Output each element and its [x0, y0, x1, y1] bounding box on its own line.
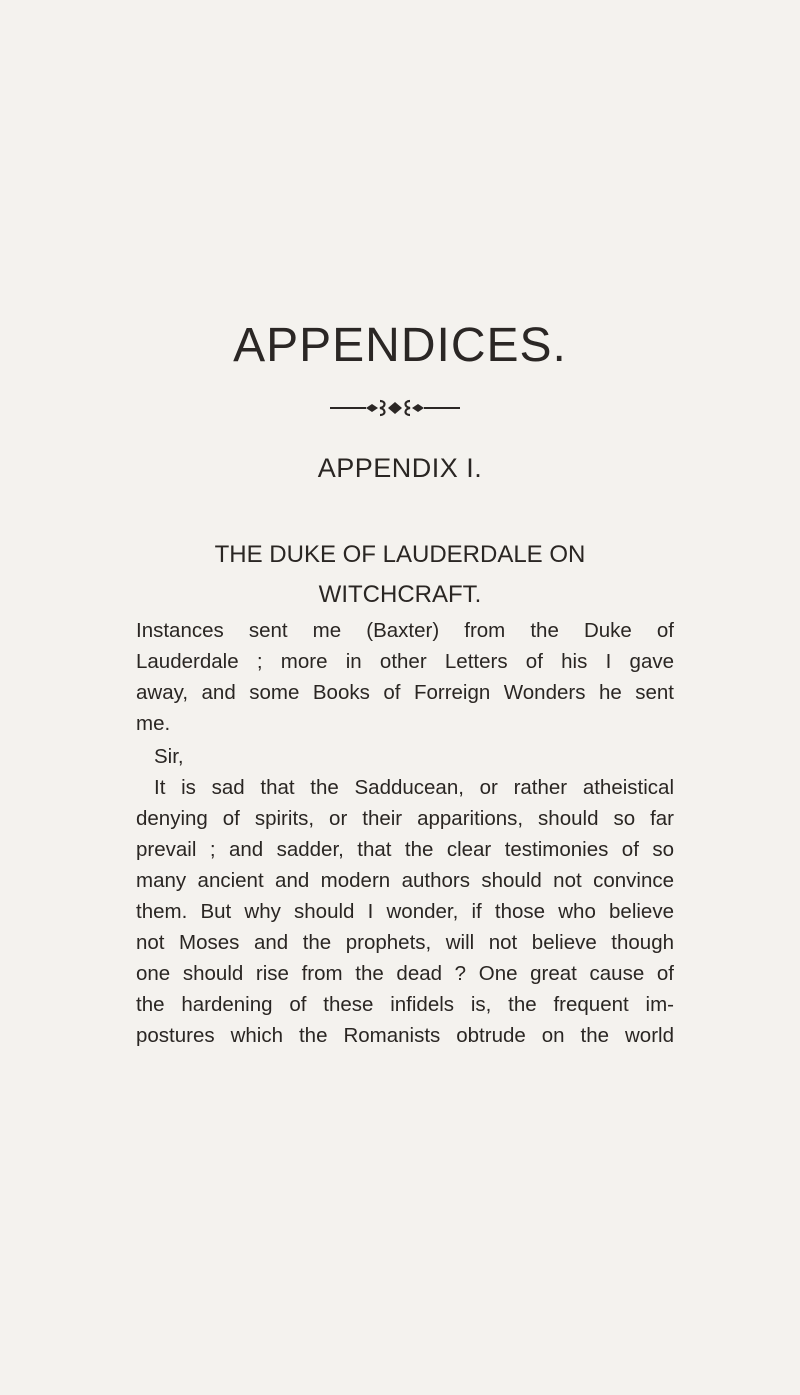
text-line: denying of spirits, or their apparitions, should so far	[136, 807, 674, 830]
subtitle-line: WITCHCRAFT.	[318, 581, 482, 608]
intro-paragraph	[136, 615, 674, 739]
text-line: Instances sent me (Baxter) from the Duke of	[136, 619, 674, 642]
text-line: me.	[136, 712, 171, 735]
salutation-text: Sir,	[154, 745, 184, 768]
text-line: one should rise from the dead ? One great cause of	[136, 962, 674, 985]
text-line: not Moses and the prophets, will not believe though	[136, 931, 674, 954]
appendix-heading: APPENDIX I.	[317, 453, 483, 483]
section-subtitle	[0, 535, 800, 615]
subtitle-line: THE DUKE OF LAUDERDALE ON	[214, 541, 586, 568]
text-line: many ancient and modern authors should not convince	[136, 869, 674, 892]
text-line: prevail ; and sadder, that the clear testimonies of so	[136, 838, 674, 861]
salutation	[154, 741, 692, 772]
main-title: APPENDICES.	[233, 319, 567, 372]
ornamental-divider-icon	[330, 397, 460, 419]
letter-paragraph	[136, 772, 674, 1051]
text-line: away, and some Books of Forreign Wonders he sent	[136, 681, 674, 704]
text-line: the hardening of these infidels is, the frequent im-	[136, 993, 674, 1016]
text-line: postures which the Romanists obtrude on the world	[136, 1024, 674, 1047]
text-line: Lauderdale ; more in other Letters of his I gave	[136, 650, 674, 673]
text-line: It is sad that the Sadducean, or rather atheistical	[154, 776, 674, 799]
text-line: them. But why should I wonder, if those who believe	[136, 900, 674, 923]
